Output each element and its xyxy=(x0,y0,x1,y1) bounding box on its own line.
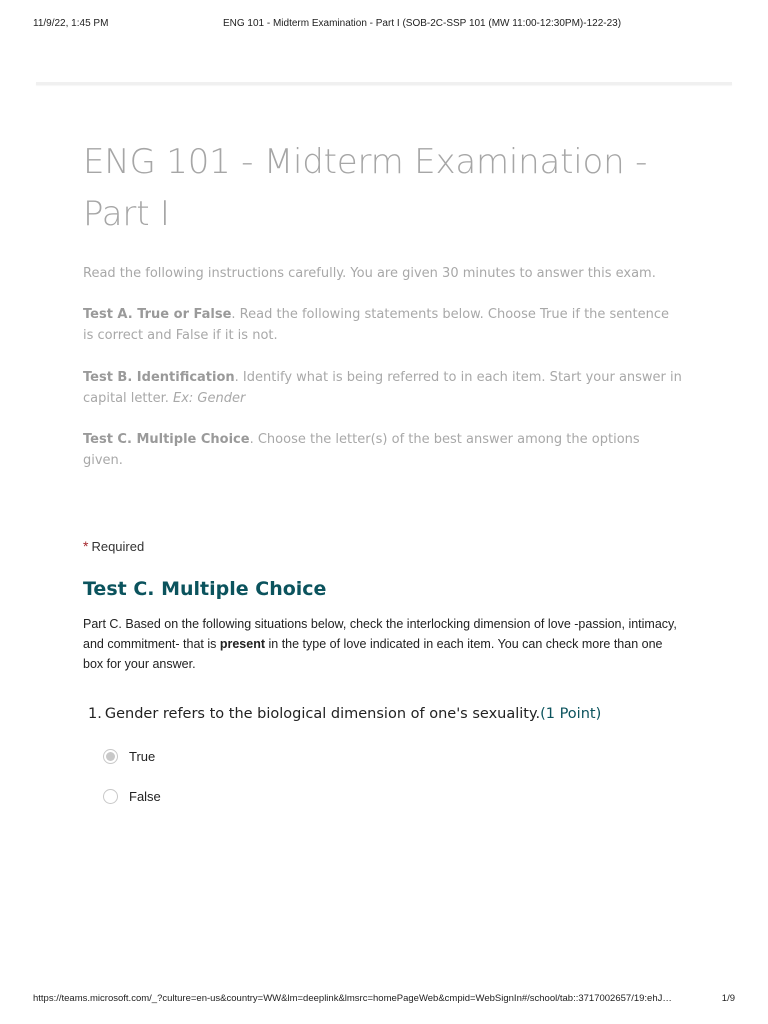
exam-minutes: 30 xyxy=(442,266,459,281)
print-footer xyxy=(0,992,768,1008)
test-b-example: Ex: Gender xyxy=(173,391,246,406)
test-b-label: Test B. Identification xyxy=(83,370,235,385)
required-note xyxy=(83,538,144,554)
required-asterisk: * xyxy=(83,538,89,554)
option-true[interactable] xyxy=(103,746,155,766)
form-top-divider xyxy=(36,82,732,85)
print-header xyxy=(0,14,768,34)
option-label-true: True xyxy=(129,748,156,764)
radio-false[interactable] xyxy=(103,789,118,804)
option-label-false: False xyxy=(129,788,161,804)
print-datetime: 11/9/22, 1:45 PM xyxy=(33,18,109,29)
option-false[interactable] xyxy=(103,786,161,806)
required-label: Required xyxy=(91,539,145,554)
print-url: https://teams.microsoft.com/_?culture=en-us&country=WW&lm=deeplink&lmsrc=homePageWeb&cmpid=WebSignIn#/school/tab::3717002657/19:ehJ… xyxy=(33,993,672,1004)
instructions-test-c: Test C. Multiple Choice. Choose the letter(s) of the best answer among the options given. xyxy=(83,432,640,468)
radio-true[interactable] xyxy=(103,749,118,764)
instructions-test-a: Test A. True or False. Read the following statements below. Choose True if the sentence is correct and False if it is not. xyxy=(83,307,670,343)
question-number: 1. xyxy=(88,706,102,722)
instructions-test-b: Test B. Identification. Identify what is being referred to in each item. Start your answer in capital letter. Ex: Gender xyxy=(83,370,682,406)
test-c-label: Test C. Multiple Choice xyxy=(83,432,250,447)
section-description: Part C. Based on the following situations below, check the interlocking dimension of love -passion, intimacy, and commitment- that is present in the type of love indicated in each item. You can check more than one box for your answer. xyxy=(83,617,677,671)
instructions-intro: Read the following instructions carefully. You are given 30 minutes to answer this exam. xyxy=(83,266,656,281)
form-title: ENG 101 - Midterm Examination - Part I xyxy=(83,142,648,234)
print-document-title: ENG 101 - Midterm Examination - Part I (SOB-2C-SSP 101 (MW 11:00-12:30PM)-122-23) xyxy=(222,18,622,29)
section-title: Test C. Multiple Choice xyxy=(83,578,327,600)
question-1 xyxy=(88,706,708,722)
section-description-emphasis: present xyxy=(219,637,266,651)
test-a-label: Test A. True or False xyxy=(83,307,232,322)
question-points: (1 Point) xyxy=(540,706,602,722)
print-page-number: 1/9 xyxy=(721,993,735,1004)
question-text: Gender refers to the biological dimension of one's sexuality. xyxy=(104,706,541,722)
